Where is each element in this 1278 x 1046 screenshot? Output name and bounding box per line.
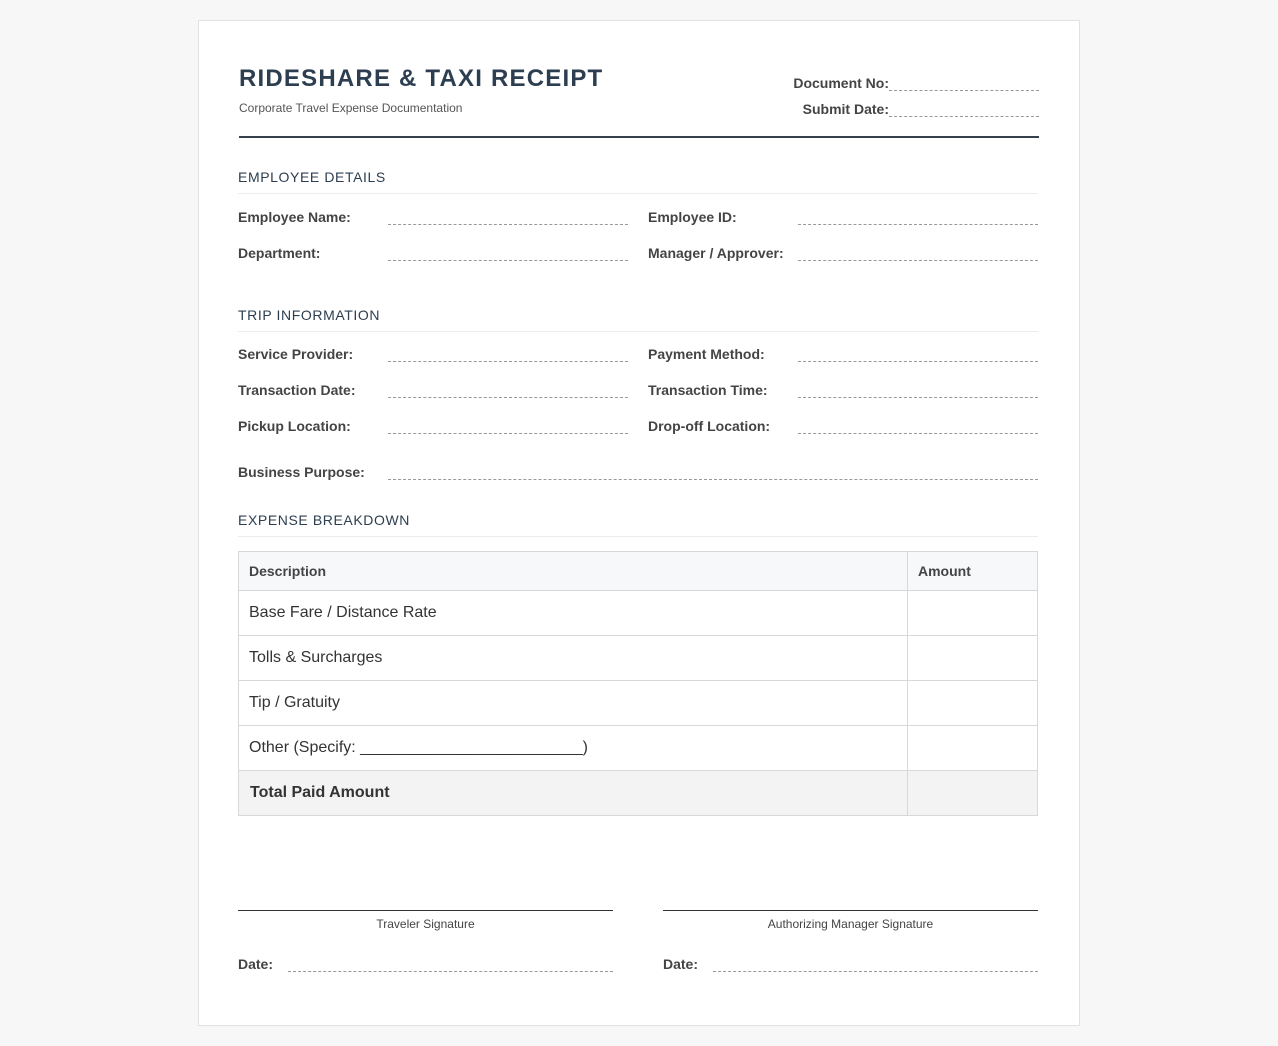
expense-amount-cell[interactable] [908, 726, 1038, 771]
traveler-date-input[interactable] [288, 950, 613, 972]
traveler-date-field [238, 950, 613, 972]
manager-signature-caption: Authorizing Manager Signature [767, 917, 934, 931]
section-title-expense: EXPENSE BREAKDOWN [238, 512, 1038, 537]
employee-name-field [238, 203, 628, 225]
page-title: RIDESHARE & TAXI RECEIPT [239, 65, 604, 92]
dropoff-location-label: Drop-off Location: [648, 418, 771, 434]
transaction-date-label: Transaction Date: [238, 382, 356, 398]
receipt-body [198, 20, 1080, 1026]
dropoff-location-input[interactable] [798, 412, 1038, 434]
page-subtitle: Corporate Travel Expense Documentation [239, 101, 463, 115]
service-provider-input[interactable] [388, 340, 628, 362]
employee-name-label: Employee Name: [238, 209, 351, 225]
department-label: Department: [238, 245, 321, 261]
expense-table [238, 551, 1038, 816]
expense-amount-cell[interactable] [908, 681, 1038, 726]
business-purpose-field [238, 458, 1038, 480]
department-field [238, 239, 628, 261]
submit-date-label: Submit Date: [802, 101, 889, 117]
section-title-employee: EMPLOYEE DETAILS [238, 169, 1038, 194]
business-purpose-label: Business Purpose: [238, 464, 365, 480]
transaction-time-label: Transaction Time: [648, 382, 768, 398]
table-header-row [239, 552, 1038, 591]
document-no-label: Document No: [793, 75, 889, 91]
column-header-amount: Amount [908, 552, 1038, 591]
employee-id-label: Employee ID: [648, 209, 737, 225]
pickup-location-label: Pickup Location: [238, 418, 351, 434]
payment-method-field [648, 340, 1038, 362]
total-row [239, 771, 1038, 816]
manager-label: Manager / Approver: [648, 245, 784, 261]
total-amount-cell[interactable] [908, 771, 1038, 816]
transaction-date-input[interactable] [388, 376, 628, 398]
service-provider-field [238, 340, 628, 362]
department-input[interactable] [388, 239, 628, 261]
manager-signature-line[interactable] [663, 910, 1038, 911]
manager-date-input[interactable] [713, 950, 1038, 972]
dropoff-location-field [648, 412, 1038, 434]
employee-id-input[interactable] [798, 203, 1038, 225]
expense-amount-cell[interactable] [908, 591, 1038, 636]
payment-method-input[interactable] [798, 340, 1038, 362]
pickup-location-field [238, 412, 628, 434]
manager-date-field [663, 950, 1038, 972]
service-provider-label: Service Provider: [238, 346, 354, 362]
table-row [239, 636, 1038, 681]
transaction-date-field [238, 376, 628, 398]
transaction-time-input[interactable] [798, 376, 1038, 398]
manager-field [648, 239, 1038, 261]
manager-signature-block [663, 910, 1038, 931]
expense-description-cell: Base Fare / Distance Rate [239, 591, 908, 636]
employee-id-field [648, 203, 1038, 225]
pickup-location-input[interactable] [388, 412, 628, 434]
expense-description-cell: Tolls & Surcharges [239, 636, 908, 681]
section-title-trip: TRIP INFORMATION [238, 307, 1038, 332]
total-label: Total Paid Amount [239, 771, 908, 816]
table-row [239, 681, 1038, 726]
traveler-date-label: Date: [238, 956, 274, 972]
column-header-description: Description [239, 552, 908, 591]
transaction-time-field [648, 376, 1038, 398]
traveler-signature-caption: Traveler Signature [376, 917, 475, 931]
manager-input[interactable] [798, 239, 1038, 261]
table-row [239, 726, 1038, 771]
business-purpose-input[interactable] [388, 458, 1038, 480]
expense-amount-cell[interactable] [908, 636, 1038, 681]
table-row [239, 591, 1038, 636]
expense-description-cell: Tip / Gratuity [239, 681, 908, 726]
expense-description-cell: Other (Specify: _________________________) [239, 726, 908, 771]
manager-date-label: Date: [663, 956, 699, 972]
payment-method-label: Payment Method: [648, 346, 765, 362]
employee-name-input[interactable] [388, 203, 628, 225]
traveler-signature-line[interactable] [238, 910, 613, 911]
traveler-signature-block [238, 910, 613, 931]
